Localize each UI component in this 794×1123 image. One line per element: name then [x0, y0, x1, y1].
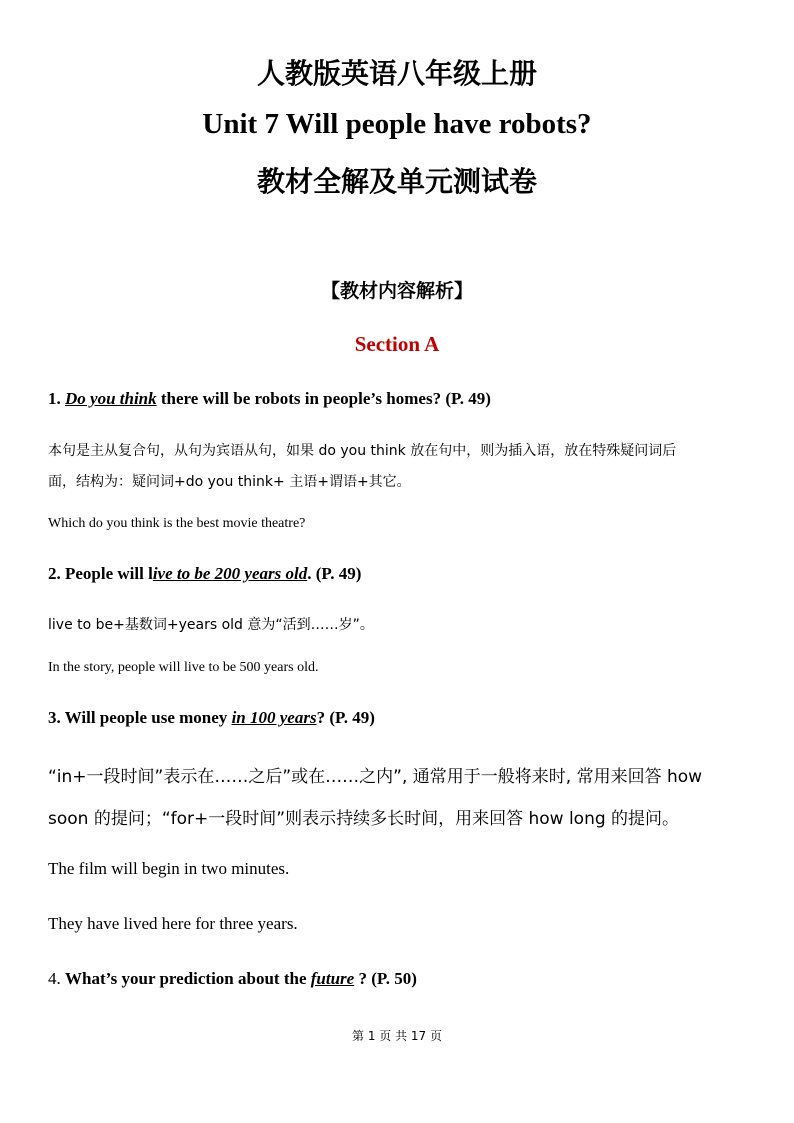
question-2 — [48, 564, 748, 584]
question-3 — [48, 708, 748, 728]
page-number-footer: 第 1 页 共 17 页 — [352, 1029, 442, 1043]
question-1-explanation-line-1: 本句是主从复合句，从句为宾语从句，如果 do you think 放在句中，则为插入语，放在特殊疑问词后 — [48, 443, 677, 459]
question-3-example-1: The film will begin in two minutes. — [48, 859, 290, 878]
document-title-unit: Unit 7 Will people have robots? — [202, 108, 592, 140]
section-heading: Section A — [354, 332, 440, 356]
question-4-prefix: What’s your prediction about the — [65, 969, 311, 988]
content-analysis-label: 【教材内容解析】 — [320, 280, 473, 302]
question-3-key-phrase: in 100 years — [231, 708, 317, 727]
question-2-example: In the story, people will live to be 500 years old. — [48, 660, 319, 675]
question-3-explanation-line-1: “in+一段时间”表示在……之后”或在……之内”, 通常用于一般将来时, 常用来回答 how — [48, 767, 703, 787]
question-3-explanation-line-2: soon 的提问；“for+一段时间”则表示持续多长时间，用来回答 how long 的提问。 — [48, 809, 680, 829]
question-3-suffix: ? (P. 49) — [316, 708, 375, 727]
question-2-key-phrase: ive to be 200 years old — [152, 564, 308, 583]
question-2-suffix: . (P. 49) — [307, 564, 362, 583]
question-4-key-phrase: future — [310, 969, 355, 988]
question-2-prefix: 2. People will l — [48, 564, 153, 583]
question-1-prefix: 1. — [48, 389, 65, 408]
question-3-prefix: 3. Will people use money — [48, 708, 232, 727]
document-title-subtitle: 教材全解及单元测试卷 — [256, 165, 537, 198]
question-2-explanation: live to be+基数词+years old 意为“活到……岁”。 — [48, 617, 374, 633]
question-3-example-2: They have lived here for three years. — [48, 914, 298, 933]
question-4-suffix: ? (P. 50) — [354, 969, 417, 988]
question-1-explanation-line-2: 面，结构为：疑问词+do you think+ 主语+谓语+其它。 — [48, 474, 411, 490]
question-1-suffix: there will be robots in people’s homes? (P. 49) — [156, 389, 491, 408]
question-4-number: 4. — [48, 969, 65, 988]
question-1-key-phrase: Do you think — [65, 389, 157, 408]
question-1-example: Which do you think is the best movie theatre? — [48, 516, 306, 531]
question-1 — [48, 389, 748, 409]
document-title-series: 人教版英语八年级上册 — [256, 57, 537, 90]
question-4 — [48, 969, 748, 989]
